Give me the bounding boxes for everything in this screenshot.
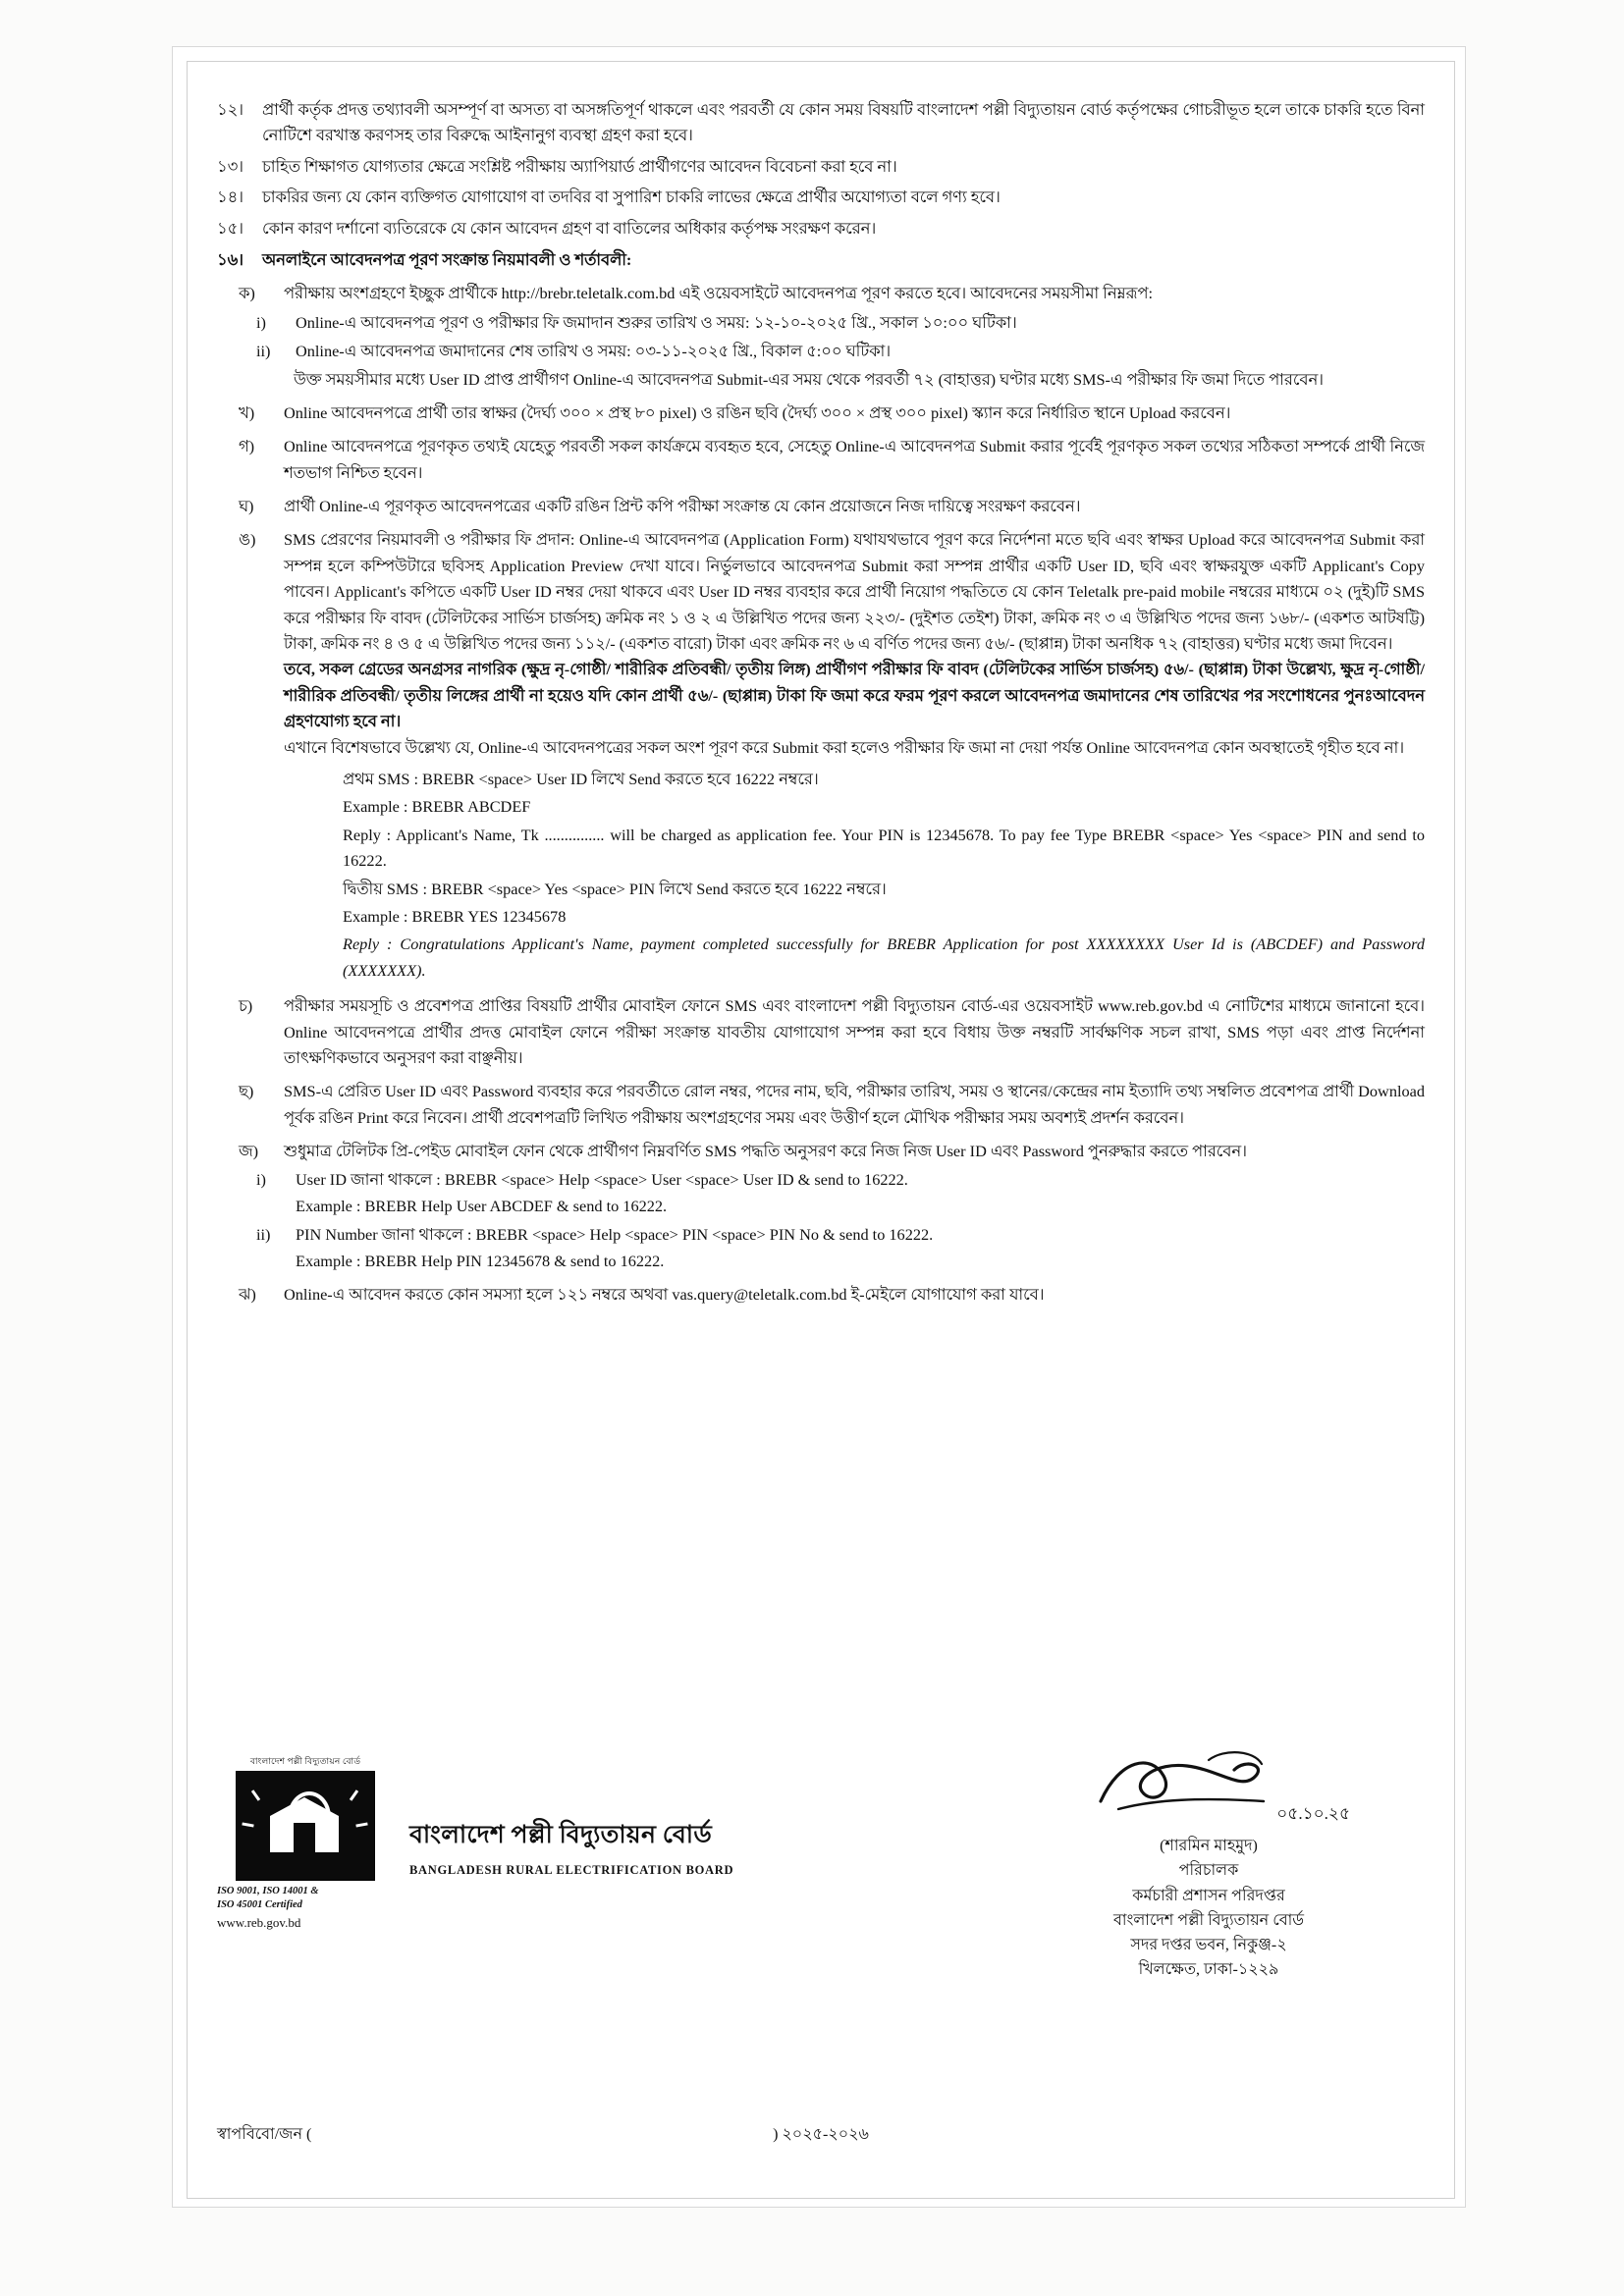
signatory-name: (শারমিন মাহমুদ) xyxy=(1160,1838,1258,1854)
sms-line-4: দ্বিতীয় SMS : BREBR <space> Yes <space> PIN লিখে Send করতে হবে 16222 নম্বরে। xyxy=(343,879,887,898)
subclause-chha-marker: ছ) xyxy=(239,1082,254,1101)
clause-13 xyxy=(217,154,1425,180)
subclause-nga xyxy=(217,527,1425,986)
subclause-ja-text: শুধুমাত্র টেলিটক প্রি-পেইড মোবাইল ফোন থেকে প্রার্থীগণ নিম্নবর্ণিত SMS পদ্ধতি অনুসরণ করে নিজ নিজ User ID এবং Password পুনরুদ্ধার করতে পারবেন। xyxy=(284,1142,1247,1161)
organization-name-bn: বাংলাদেশ পল্লী বিদ্যুতায়ন বোর্ড xyxy=(409,1822,713,1848)
ray-icon-1 xyxy=(251,1789,260,1801)
subclause-ka-roman-ii xyxy=(217,339,1425,364)
subclause-ja-marker: জ) xyxy=(239,1142,258,1161)
signatory-department: কর্মচারী প্রশাসন পরিদপ্তর xyxy=(1132,1887,1285,1904)
roman-ii-text: Online-এ আবেদনপত্র জমাদানের শেষ তারিখ ও সময়: ০৩-১১-২০২৫ খ্রি., বিকাল ৫:০০ ঘটিকা। xyxy=(296,342,892,361)
subclause-gha-text: প্রার্থী Online-এ পূরণকৃত আবেদনপত্রের একটি রঙিন প্রিন্ট কপি পরীক্ষা সংক্রান্ত যে কোন প্রয়োজনে নিজ দায়িত্বে সংরক্ষণ করবেন। xyxy=(284,497,1081,516)
subclause-cha-marker: চ) xyxy=(239,996,253,1016)
subclause-ja-roman-i xyxy=(217,1167,1425,1219)
subclause-nga-marker: ঙ) xyxy=(239,530,256,550)
subclause-cha-text: পরীক্ষার সময়সূচি ও প্রবেশপত্র প্রাপ্তির বিষয়টি প্রার্থীর মোবাইল ফোনে SMS এবং বাংলাদেশ পল্লী বিদ্যুতায়ন বোর্ড-এর ওয়েবসাইট www.reb.gov.bd এ নোটিশের মাধ্যমে জানানো হবে। Online আবেদনপত্রে প্রার্থীর প্রদত্ত মোবাইল ফোনে পরীক্ষা সংক্রান্ত যাবতীয় যোগাযোগ সম্পন্ন করা হবে বিধায় উক্ত নম্বরটি সার্বক্ষণিক সচল রাখা, SMS পড়া এবং প্রাপ্ত নির্দেশনা তাৎক্ষণিকভাবে অনুসরণ করা বাঞ্ছনীয়। xyxy=(284,996,1425,1067)
ja-roman-ii-marker: ii) xyxy=(256,1225,271,1245)
subclause-cha xyxy=(217,993,1425,1071)
signatory-address-line-2: খিলক্ষেত, ঢাকা-১২২৯ xyxy=(1138,1961,1279,1979)
clause-14-number: ১৪। xyxy=(217,187,244,207)
subclause-jha-text: Online-এ আবেদন করতে কোন সমস্যা হলে ১২১ নম্বরে অথবা vas.query@teletalk.com.bd ই-মেইলে যোগাযোগ করা যাবে। xyxy=(284,1285,1045,1305)
document-footer xyxy=(217,1731,1425,2153)
subclause-jha-marker: ঝ) xyxy=(239,1285,256,1305)
subclause-chha-text: SMS-এ প্রেরিত User ID এবং Password ব্যবহার করে পরবর্তীতে রোল নম্বর, পদের নাম, ছবি, পরীক্ষার তারিখ, সময় ও স্থানের/কেন্দ্রের নাম ইত্যাদি তথ্য সম্বলিত প্রবেশপত্র প্রার্থী Download পূর্বক রঙিন Print করে নিবেন। প্রার্থী প্রবেশপত্রটি লিখিত পরীক্ষায় অংশগ্রহণের সময় এবং উত্তীর্ণ হলে মৌখিক পরীক্ষার সময় অবশ্যই প্রদর্শন করবেন। xyxy=(284,1082,1425,1127)
signatory-address-line-1: সদর দপ্তর ভবন, নিকুঞ্জ-২ xyxy=(1130,1937,1287,1954)
subclause-kha xyxy=(217,400,1425,426)
subclause-kha-marker: খ) xyxy=(239,402,255,422)
organization-name-block xyxy=(409,1815,871,1878)
memo-reference-year: ) ২০২৫-২০২৬ xyxy=(773,2126,869,2143)
clause-15 xyxy=(217,216,1425,241)
clause-13-number: ১৩। xyxy=(217,156,244,176)
subclause-kha-text: Online আবেদনপত্রে প্রার্থী তার স্বাক্ষর (দৈর্ঘ্য ৩০০ × প্রস্থ ৮০ pixel) ও রঙিন ছবি (দৈর্ঘ্য ৩০০ × প্রস্থ ৩০০ pixel) স্ক্যান করে নির্ধারিত স্থানে Upload করবেন। xyxy=(284,402,1231,422)
subclause-ka-note: উক্ত সময়সীমার মধ্যে User ID প্রাপ্ত প্রার্থীগণ Online-এ আবেদনপত্র Submit-এর সময় থেকে পরবর্তী ৭২ (বাহাত্তর) ঘণ্টার মধ্যে SMS-এ পরীক্ষার ফি জমা দিতে পারবেন। xyxy=(294,369,1324,389)
subclause-ka-marker: ক) xyxy=(239,284,255,303)
sms-reply-confirmation: Reply : Congratulations Applicant's Name, payment completed successfully for BREBR Application for post XXXXXXXX User Id is (ABCDEF) and Password (XXXXXXX). xyxy=(343,934,1425,980)
subclause-nga-para1: SMS প্রেরণের নিয়মাবলী ও পরীক্ষার ফি প্রদান: Online-এ আবেদনপত্র (Application Form) যথাযথভাবে পূরণ করে নির্দেশনা মতে ছবি এবং স্বাক্ষর Upload করে আবেদনপত্র Submit করা সম্পন্ন হলে কম্পিউটারে ছবিসহ Application Preview দেখা যাবে। নির্ভুলভাবে আবেদনপত্র Submit করা সম্পন্ন প্রার্থীর একটি User ID, ছবি এবং স্বাক্ষরযুক্ত একটি Applicant's Copy পাবেন। Applicant's কপিতে একটি User ID নম্বর দেয়া থাকবে এবং User ID নম্বর ব্যবহার করে প্রার্থী নিয়োগ পদ্ধতিতে যে কোন Teletalk pre-paid mobile নম্বরের মাধ্যমে ০২ (দুই)টি SMS করে পরীক্ষার ফি বাবদ (টেলিটকের সার্ভিস চার্জসহ) ক্রমিক নং ১ ও ২ এ উল্লিখিত পদের জন্য ২২৩/- (দুইশত তেইশ) টাকা, ক্রমিক নং ৩ এ উল্লিখিত পদের জন্য ১৬৮/- (একশত আটষট্টি) টাকা, ক্রমিক নং ৪ ও ৫ এ উল্লিখিত পদের জন্য ১১২/- (একশত বারো) টাকা এবং ক্রমিক নং ৬ এ বর্ণিত পদের জন্য ৫৬/- (ছাপ্পান্ন) টাকা অনধিক ৭২ (বাহাত্তর) ঘণ্টার মধ্যে জমা দিবেন। xyxy=(284,530,1425,654)
ray-icon-4 xyxy=(355,1822,367,1827)
logo-top-caption: বাংলাদেশ পল্লী বিদ্যুতায়ন বোর্ড xyxy=(249,1756,361,1766)
subclause-ja xyxy=(217,1139,1425,1164)
footer-reference-row xyxy=(217,2121,1425,2148)
signature-date: ০৫.১০.২৫ xyxy=(1276,1804,1350,1823)
roman-i-text: Online-এ আবেদনপত্র পূরণ ও পরীক্ষার ফি জমাদান শুরুর তারিখ ও সময়: ১২-১০-২০২৫ খ্রি., সকাল ১০:০০ ঘটিকা। xyxy=(296,312,1017,332)
organization-name-en: BANGLADESH RURAL ELECTRIFICATION BOARD xyxy=(409,1863,734,1877)
ja-roman-i-line1: User ID জানা থাকলে : BREBR <space> Help <space> User <space> User ID & send to 16222. xyxy=(296,1170,908,1190)
organization-logo-block xyxy=(217,1754,394,1931)
ray-icon-3 xyxy=(242,1822,253,1827)
iso-certification-line-2: ISO 45001 Certified xyxy=(217,1899,302,1911)
reb-logo-icon xyxy=(236,1771,375,1881)
clause-16-heading-row xyxy=(217,247,1425,273)
ja-roman-i-line2: Example : BREBR Help User ABCDEF & send to 16222. xyxy=(296,1196,668,1215)
clause-14-text: চাকরির জন্য যে কোন ব্যক্তিগত যোগাযোগ বা তদবির বা সুপারিশ চাকরি লাভের ক্ষেত্রে প্রার্থীর অযোগ্যতা বলে গণ্য হবে। xyxy=(262,187,1001,207)
memo-reference-left: স্বাপবিবো/জন ( xyxy=(217,2126,312,2143)
signatory-designation: পরিচালক xyxy=(1178,1862,1239,1880)
subclause-gha-marker: ঘ) xyxy=(239,497,254,516)
subclause-ga xyxy=(217,434,1425,486)
subclause-ga-marker: গ) xyxy=(239,437,255,456)
sms-line-5: Example : BREBR YES 12345678 xyxy=(343,906,567,926)
clause-13-text: চাহিত শিক্ষাগত যোগ্যতার ক্ষেত্রে সংশ্লিষ্ট পরীক্ষায় অ্যাপিয়ার্ড প্রার্থীগণের আবেদন বিবেচনা করা হবে না। xyxy=(262,156,897,176)
ja-roman-i-marker: i) xyxy=(256,1170,266,1190)
signatory-organization: বাংলাদেশ পল্লী বিদ্যুতায়ন বোর্ড xyxy=(1112,1911,1305,1929)
ja-roman-ii-line1: PIN Number জানা থাকলে : BREBR <space> Help <space> PIN <space> PIN No & send to 16222. xyxy=(296,1225,934,1245)
subclause-ga-text: Online আবেদনপত্রে পূরণকৃত তথ্যই যেহেতু পরবর্তী সকল কার্যক্রমে ব্যবহৃত হবে, সেহেতু Online-এ আবেদনপত্র Submit করার পূর্বেই পূরণকৃত সকল তথ্যের সঠিকতা সম্পর্কে প্রার্থী নিজে শতভাগ নিশ্চিত হবেন। xyxy=(284,437,1425,482)
sms-instructions xyxy=(343,767,1425,984)
signature-block xyxy=(1002,1740,1415,1983)
clause-12-number: ১২। xyxy=(217,100,244,119)
sms-line-1: প্রথম SMS : BREBR <space> User ID লিখে Send করতে হবে 16222 নম্বরে। xyxy=(343,769,819,788)
clause-16-heading: অনলাইনে আবেদনপত্র পূরণ সংক্রান্ত নিয়মাবলী ও শর্তাবলী: xyxy=(262,249,632,269)
iso-certification-line-1: ISO 9001, ISO 14001 & xyxy=(217,1886,319,1896)
subclause-jha xyxy=(217,1282,1425,1308)
subclause-ka-roman-i xyxy=(217,310,1425,336)
clause-15-text: কোন কারণ দর্শানো ব্যতিরেকে যে কোন আবেদন গ্রহণ বা বাতিলের অধিকার কর্তৃপক্ষ সংরক্ষণ করেন। xyxy=(262,218,877,238)
footer-website-url: www.reb.gov.bd xyxy=(217,1915,301,1931)
ja-roman-ii-line2: Example : BREBR Help PIN 12345678 & send to 16222. xyxy=(296,1251,665,1270)
sms-line-3: Reply : Applicant's Name, Tk ............... will be charged as application fee. Your PIN is 12345678. To pay fee Type BREBR <space> Yes <space> PIN and send to 16222. xyxy=(343,825,1425,871)
notice-sheet xyxy=(187,61,1455,2199)
subclause-ka-text: পরীক্ষায় অংশগ্রহণে ইচ্ছুক প্রার্থীকে http://brebr.teletalk.com.bd এই ওয়েবসাইটে আবেদনপত্র পূরণ করতে হবে। আবেদনের সময়সীমা নিম্নরূপ: xyxy=(284,284,1153,303)
subclause-chha xyxy=(217,1079,1425,1131)
notice-body xyxy=(217,97,1425,1308)
clause-12 xyxy=(217,97,1425,149)
subclause-nga-para3: এখানে বিশেষভাবে উল্লেখ্য যে, Online-এ আবেদনপত্রের সকল অংশ পূরণ করে Submit করা হলেও পরীক্ষার ফি জমা না দেয়া পর্যন্ত Online আবেদনপত্র কোন অবস্থাতেই গৃহীত হবে না। xyxy=(284,737,1405,757)
subclause-ja-roman-ii xyxy=(217,1222,1425,1274)
roman-i-marker: i) xyxy=(256,312,266,332)
clause-15-number: ১৫। xyxy=(217,218,244,238)
subclause-ka xyxy=(217,281,1425,306)
clause-16-number: ১৬। xyxy=(217,249,244,269)
ray-icon-2 xyxy=(350,1789,358,1801)
subclause-nga-para2-bold: তবে, সকল গ্রেডের অনগ্রসর নাগরিক (ক্ষুদ্র নৃ-গোষ্ঠী/ শারীরিক প্রতিবন্ধী/ তৃতীয় লিঙ্গ) প্রার্থীগণ পরীক্ষার ফি বাবদ (টেলিটকের সার্ভিস চার্জসহ) ৫৬/- (ছাপ্পান্ন) টাকা উল্লেখ্য, ক্ষুদ্র নৃ-গোষ্ঠী/ শারীরিক প্রতিবন্ধী/ তৃতীয় লিঙ্গের প্রার্থী না হয়েও যদি কোন প্রার্থী ৫৬/- (ছাপ্পান্ন) টাকা ফি জমা করে ফরম পূরণ করলে আবেদনপত্র জমাদানের শেষ তারিখের পর সংশোধনের পুনঃআবেদন গ্রহণযোগ্য হবে না। xyxy=(284,660,1425,731)
clause-14 xyxy=(217,185,1425,210)
sms-line-2: Example : BREBR ABCDEF xyxy=(343,797,531,817)
clause-12-text: প্রার্থী কর্তৃক প্রদত্ত তথ্যাবলী অসম্পূর্ণ বা অসত্য বা অসঙ্গতিপূর্ণ থাকলে এবং পরবর্তী যে কোন সময় বিষয়টি বাংলাদেশ পল্লী বিদ্যুতায়ন বোর্ড কর্তৃপক্ষের গোচরীভূত হলে তাকে চাকরি হতে বিনা নোটিশে বরখাস্ত করণসহ তার বিরুদ্ধে আইনানুগ ব্যবস্থা গ্রহণ করা হবে। xyxy=(262,100,1425,145)
roman-ii-marker: ii) xyxy=(256,342,271,361)
subclause-gha xyxy=(217,494,1425,519)
door-shape-icon xyxy=(294,1823,315,1852)
